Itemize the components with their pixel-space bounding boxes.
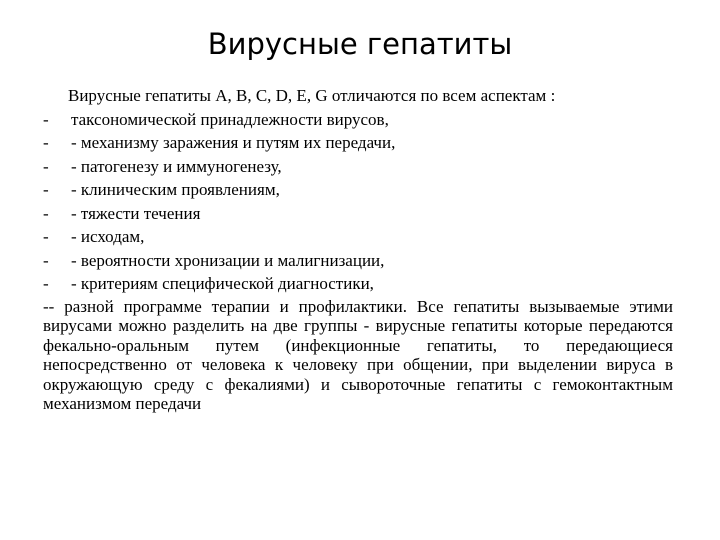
list-item bbox=[43, 108, 673, 132]
slide-body bbox=[43, 84, 673, 414]
list-marker: - bbox=[43, 203, 49, 223]
list-marker: - bbox=[43, 156, 49, 176]
list-marker: - bbox=[43, 250, 49, 270]
list-marker: - bbox=[43, 180, 49, 199]
list-item bbox=[43, 249, 673, 273]
list-item-text: таксономической принадлежности вирусов, bbox=[71, 109, 389, 129]
list-marker: - bbox=[43, 227, 49, 246]
list-item-text: - клиническим проявлениям, bbox=[71, 180, 280, 199]
list-item bbox=[43, 272, 673, 296]
list-item bbox=[43, 202, 673, 226]
list-item bbox=[43, 155, 673, 179]
list-item-text: - механизму заражения и путям их передачи, bbox=[71, 133, 396, 152]
list-marker: - bbox=[43, 274, 49, 293]
list-item-text: - критериям специфической диагностики, bbox=[71, 274, 374, 293]
list-item-text: - патогенезу и иммуногенезу, bbox=[71, 156, 282, 176]
slide-title: Вирусные гепатиты bbox=[207, 27, 513, 61]
list-item-text: - вероятности хронизации и малигнизации, bbox=[71, 250, 385, 270]
list-item-text: - тяжести течения bbox=[71, 203, 201, 223]
list-item bbox=[43, 178, 673, 202]
list-item-text: - исходам, bbox=[71, 227, 145, 246]
list-item bbox=[43, 225, 673, 249]
intro-line: Вирусные гепатиты А, В, С, D, E, G отличаются по всем аспектам : bbox=[68, 86, 556, 105]
list-marker: - bbox=[43, 133, 49, 152]
list-item bbox=[43, 131, 673, 155]
summary-paragraph: -- разной программе терапии и профилактики. Все гепатиты вызываемые этими вирусами можно разделить на две группы - вирусные гепатиты которые передаются фекально-оральным путем (инфекционные гепатиты, то передающиеся непосредственно от человека к человеку при общении, при выделении вируса в окружающую среду с фекалиями) и сывороточные гепатиты с гемоконтактным механизмом передачи bbox=[43, 296, 673, 413]
list-marker: - bbox=[43, 109, 49, 129]
